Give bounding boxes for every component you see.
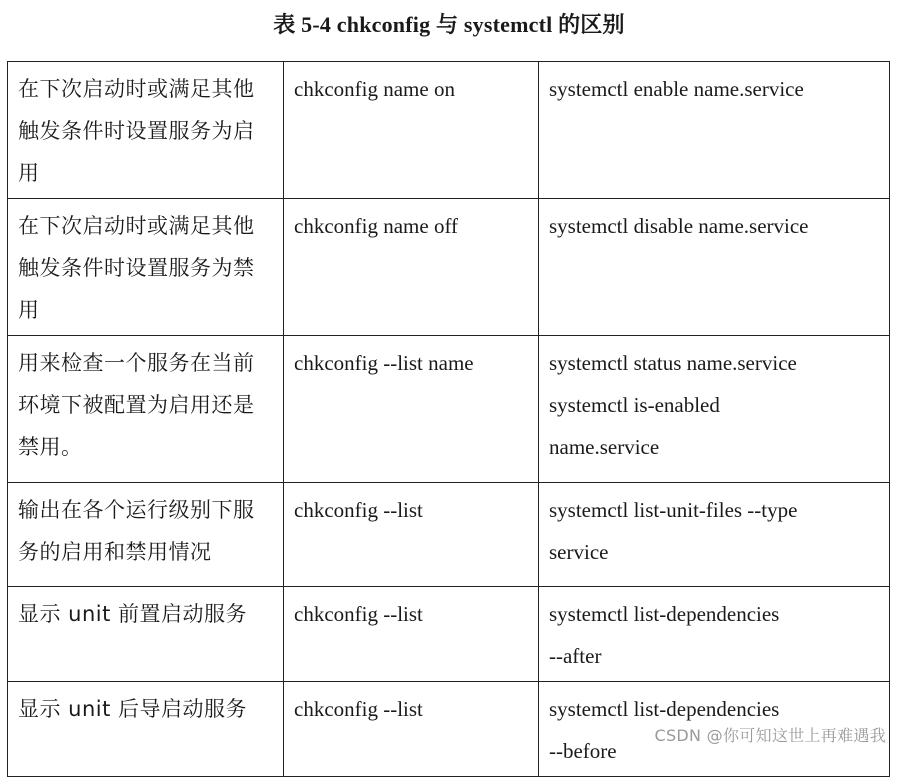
chkconfig-command: chkconfig --list [294,498,423,522]
description-cell [8,587,284,682]
description-text: 用来检查一个服务在当前环境下被配置为启用还是禁用。 [18,351,255,459]
chkconfig-cell [284,483,539,587]
description-cell [8,682,284,777]
chkconfig-command: chkconfig name on [294,77,455,101]
systemctl-cell [539,483,890,587]
chkconfig-cell [284,199,539,336]
table-row [8,62,890,199]
systemctl-command-line: systemctl status name.service [549,351,797,375]
chkconfig-cell [284,587,539,682]
chkconfig-cell [284,682,539,777]
description-text: 显示 unit 后导启动服务 [18,697,248,721]
table-caption: 表 5-4 chkconfig 与 systemctl 的区别 [273,12,625,37]
description-cell [8,483,284,587]
watermark: CSDN @你可知这世上再难遇我 [654,726,886,745]
table-row [8,483,890,587]
systemctl-command-line: --after [549,644,602,668]
systemctl-command-line: systemctl disable name.service [549,214,809,238]
description-cell [8,62,284,199]
description-text: 显示 unit 前置启动服务 [18,602,248,626]
systemctl-command-line: systemctl enable name.service [549,77,804,101]
systemctl-cell [539,199,890,336]
systemctl-command-line: systemctl is-enabled [549,393,720,417]
systemctl-command-line: service [549,540,609,564]
table-row [8,587,890,682]
description-text: 输出在各个运行级别下服务的启用和禁用情况 [18,498,255,564]
description-text: 在下次启动时或满足其他触发条件时设置服务为启用 [18,77,255,185]
chkconfig-command: chkconfig --list [294,602,423,626]
systemctl-command-line: name.service [549,435,660,459]
systemctl-command-line: systemctl list-dependencies [549,697,780,721]
description-text: 在下次启动时或满足其他触发条件时设置服务为禁用 [18,214,255,322]
description-cell [8,199,284,336]
chkconfig-command: chkconfig --list name [294,351,474,375]
chkconfig-command: chkconfig --list [294,697,423,721]
description-cell [8,336,284,483]
table-row [8,336,890,483]
systemctl-cell [539,587,890,682]
chkconfig-cell [284,62,539,199]
systemctl-command-line: --before [549,739,617,763]
systemctl-command-line: systemctl list-dependencies [549,602,780,626]
comparison-table [7,61,890,777]
systemctl-cell [539,336,890,483]
table-row [8,199,890,336]
chkconfig-cell [284,336,539,483]
systemctl-cell [539,62,890,199]
chkconfig-command: chkconfig name off [294,214,459,238]
systemctl-command-line: systemctl list-unit-files --type [549,498,798,522]
